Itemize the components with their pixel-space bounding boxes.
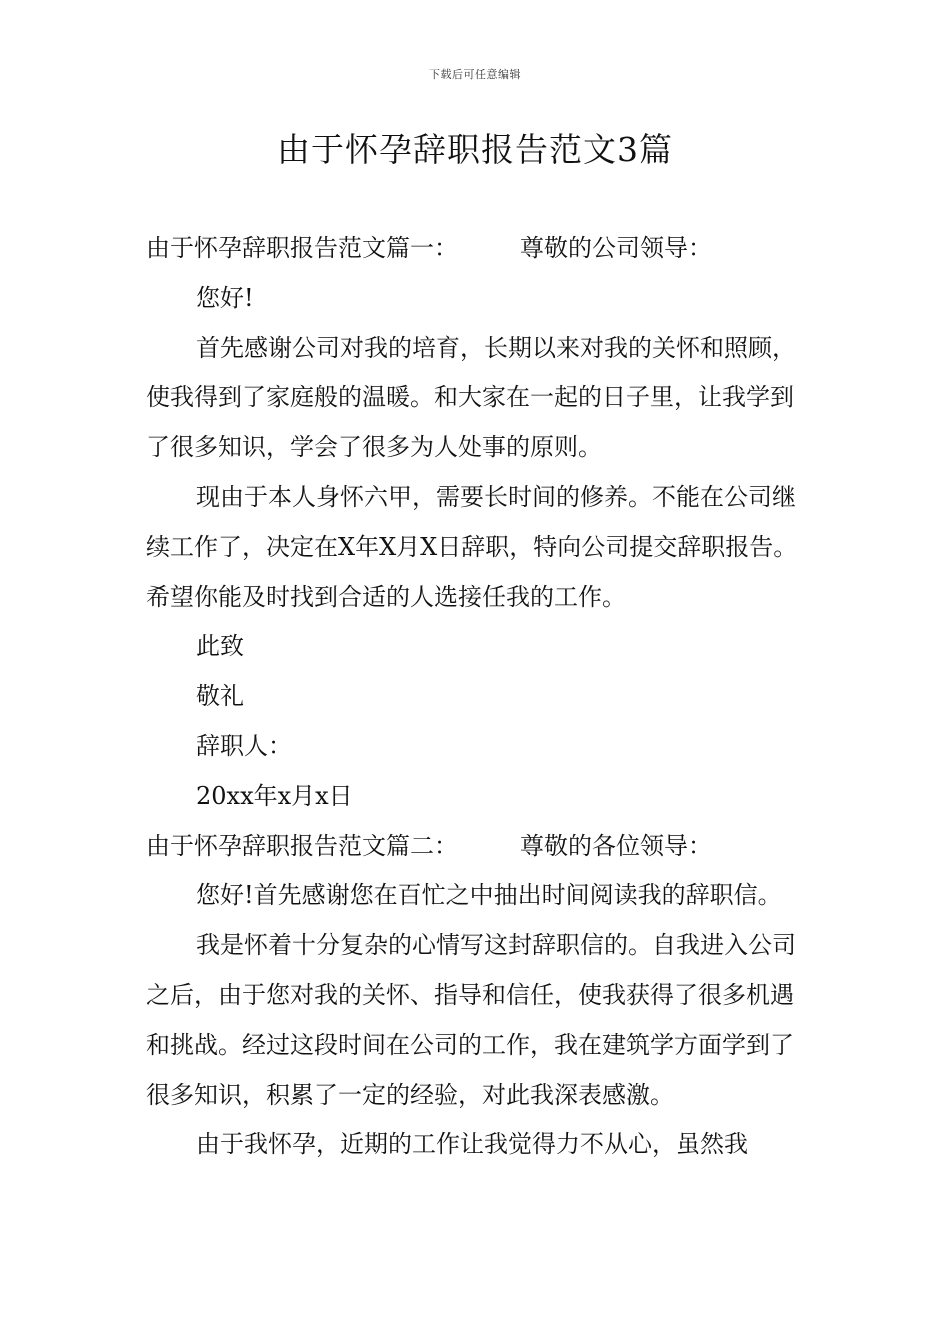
signature-label: 辞职人： [196, 731, 292, 760]
section-one-heading [146, 224, 814, 274]
section-one-salutation: 尊敬的公司领导： [520, 234, 712, 262]
closing-line: 敬礼 [196, 682, 244, 711]
paragraph: 我是怀着十分复杂的心情写这封辞职信的。自我进入公司之后，由于您对我的关怀、指导和信任，使我获得了很多机遇和挑战。经过这段时间在公司的工作，我在建筑学方面学到了很多知识，积累了一定的经验，对此我深表感激。 [146, 931, 796, 1109]
section-one-title: 由于怀孕辞职报告范文篇一： [146, 234, 458, 262]
section-two-title: 由于怀孕辞职报告范文篇二： [146, 831, 458, 860]
date-line: 20xx年x月x日 [196, 781, 353, 810]
section-two-heading [146, 822, 814, 872]
page-title: 由于怀孕辞职报告范文3篇 [277, 130, 673, 169]
header-note: 下载后可任意编辑 [429, 68, 521, 81]
paragraph: 您好!首先感谢您在百忙之中抽出时间阅读我的辞职信。 [196, 881, 782, 910]
paragraph: 由于我怀孕，近期的工作让我觉得力不从心，虽然我 [196, 1130, 748, 1159]
paragraph: 您好! [196, 283, 254, 312]
paragraph: 现由于本人身怀六甲，需要长时间的修养。不能在公司继续工作了，决定在X年X月X日辞职，特向公司提交辞职报告。 希望你能及时找到合适的人选接任我的工作。 [146, 482, 798, 611]
paragraph: 首先感谢公司对我的培育，长期以来对我的关怀和照顾，使我得到了家庭般的温暖。和大家在一起的日子里，让我学到了很多知识，学会了很多为人处事的原则。 [146, 333, 796, 462]
closing-line: 此致 [196, 632, 244, 661]
section-two-salutation: 尊敬的各位领导： [520, 831, 712, 860]
document-body [146, 224, 814, 1170]
